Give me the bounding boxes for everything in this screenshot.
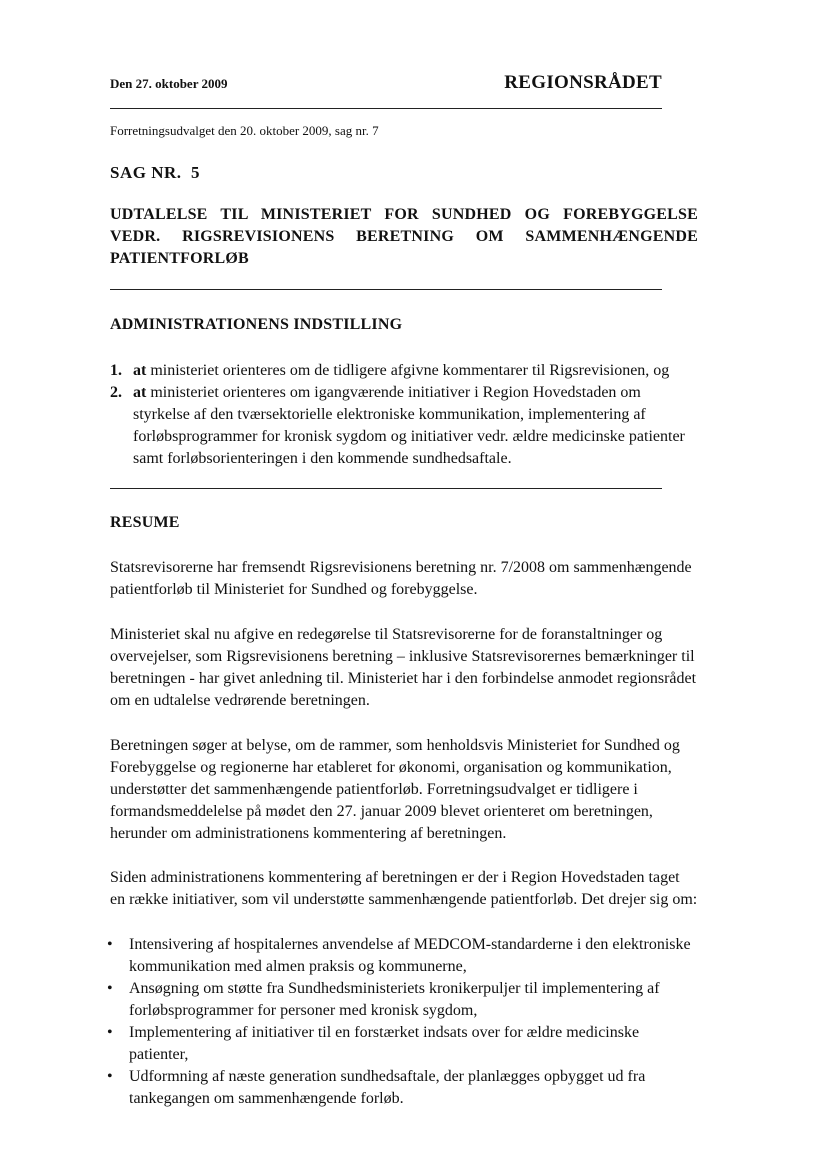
page-header <box>110 72 662 94</box>
case-title: UDTALELSE TIL MINISTERIET FOR SUNDHED OG FOREBYGGELSE VEDR. RIGSREVISIONENS BERETNING OM SAMMENHÆNGENDE PATIENTFORLØB <box>110 206 698 267</box>
title-divider <box>110 289 662 290</box>
bullet-icon: • <box>107 936 113 953</box>
item-text: ministeriet orienteres om de tidligere afgivne kommentarer til Rigsrevisionen, og <box>146 362 670 379</box>
recommendation-heading: ADMINISTRATIONENS INDSTILLING <box>110 316 403 333</box>
bullet-icon: • <box>107 1068 113 1085</box>
initiative-text: Intensivering af hospitalernes anvendelse af MEDCOM-standarderne i den elektroniske kommunikation med almen praksis og kommunerne, <box>129 936 691 975</box>
meeting-reference: Forretningsudvalget den 20. oktober 2009, sag nr. 7 <box>110 123 379 138</box>
summary-heading: RESUME <box>110 514 180 531</box>
summary-paragraph: Statsrevisorerne har fremsendt Rigsrevisionens beretning nr. 7/2008 om sammenhængende patientforløb til Ministeriet for Sundhed og forebyggelse. <box>110 559 692 598</box>
initiative-item <box>107 978 700 1022</box>
item-number: 1. <box>110 362 122 379</box>
summary-paragraph: Ministeriet skal nu afgive en redegørelse til Statsrevisorerne for de foranstaltninger og overvejelser, som Rigsrevisionens beretning – inklusive Statsrevisorernes bemærkninger til beretningen - har givet anledning til. Ministeriet har i den forbindelse anmodet regionsrådet om en udtalelse vedrørende beretningen. <box>110 626 697 709</box>
initiative-text: Implementering af initiativer til en forstærket indsats over for ældre medicinske patienter, <box>129 1024 640 1063</box>
bullet-icon: • <box>107 1024 113 1041</box>
item-keyword: at <box>133 362 147 379</box>
recommendation-item <box>110 382 700 470</box>
initiative-item <box>107 1022 700 1066</box>
document-date: Den 27. oktober 2009 <box>110 76 228 91</box>
recommendation-divider <box>110 488 662 489</box>
item-keyword: at <box>133 384 147 401</box>
initiative-item <box>107 934 700 978</box>
initiatives-list <box>107 934 700 1110</box>
summary-paragraph: Beretningen søger at belyse, om de rammer, som henholdsvis Ministeriet for Sundhed og Forebyggelse og regionerne har etableret for økonomi, organisation og kommunikation, understøtter det sammenhængende patientforløb. Forretningsudvalget er tidligere i formandsmeddelelse på mødet den 27. januar 2009 blevet orienteret om beretningen, herunder om administrationens kommentering af beretningen. <box>110 737 680 842</box>
initiative-item <box>107 1066 700 1110</box>
item-text: ministeriet orienteres om igangværende initiativer i Region Hovedstaden om styrkelse af den tværsektorielle elektroniske kommunikation, implementering af forløbsprogrammer for kronisk sygdom og initiativer vedr. ældre medicinske patienter samt forløbsorienteringen i den kommende sundhedsaftale. <box>133 384 689 467</box>
summary-paragraph: Siden administrationens kommentering af beretningen er der i Region Hovedstaden taget en række initiativer, som vil understøtte sammenhængende patientforløb. Det drejer sig om: <box>110 869 698 908</box>
recommendation-list <box>110 360 700 470</box>
initiative-text: Udformning af næste generation sundhedsaftale, der planlægges opbygget ud fra tankegangen om sammenhængende forløb. <box>129 1068 646 1107</box>
bullet-icon: • <box>107 980 113 997</box>
organization-name: REGIONSRÅDET <box>504 72 662 93</box>
recommendation-item <box>110 360 700 382</box>
initiative-text: Ansøgning om støtte fra Sundhedsministeriets kronikerpuljer til implementering af forløbsprogrammer for personer med kronisk sygdom, <box>129 980 660 1019</box>
item-number: 2. <box>110 384 122 401</box>
case-number: SAG NR. 5 <box>110 163 201 182</box>
header-divider <box>110 108 662 109</box>
